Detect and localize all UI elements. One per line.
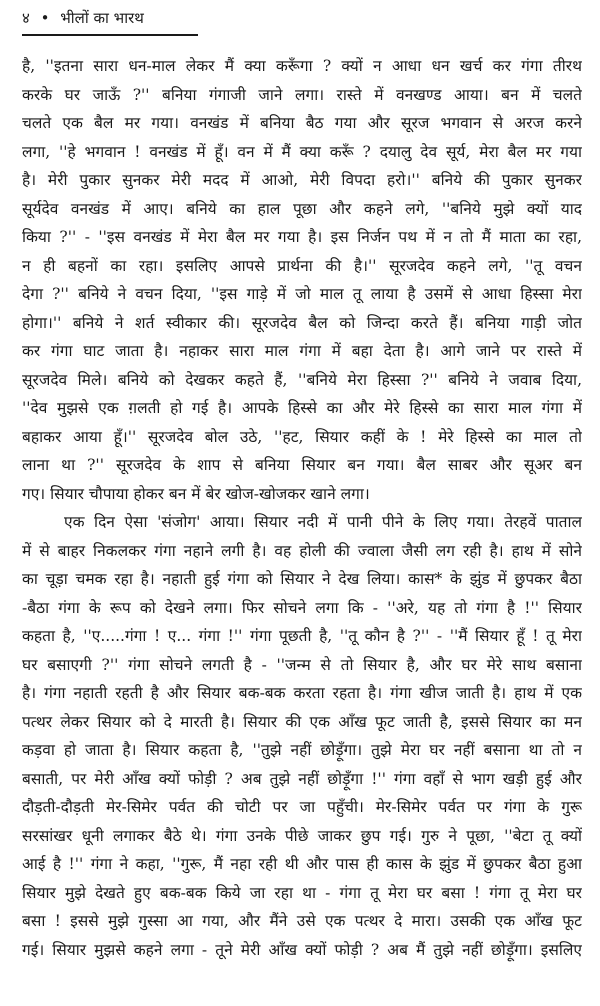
page-number: ४: [22, 9, 30, 27]
text-line: गए। सियार चौपाया होकर बन में बेर खोज-खोजकर खाने लगा।: [22, 484, 370, 503]
book-title: भीलों का भारथ: [60, 9, 144, 27]
text-line: कर गंगा घाट जाता है। नहाकर सारा माल गंगा में बहा देता है। आगे जाने पर रास्ते में: [22, 342, 582, 360]
text-line: है, ''इतना सारा धन-माल लेकर मैं क्या करूँगा ? क्यों न आधा धन खर्च कर गंगा तीरथ: [22, 57, 582, 75]
running-header: [22, 8, 144, 28]
paragraph-1: [22, 52, 582, 508]
text-line: एक दिन ऐसा 'संजोग' आया। सियार नदी में पानी पीने के लिए गया। तेरहवें पाताल: [64, 513, 582, 531]
text-line: दौड़ती-दौड़ती मेर-सिमेर पर्वत की चोटी पर जा पहुँची। मेर-सिमेर पर्वत पर गंगा के गुरू: [22, 798, 582, 816]
text-line: सूरजदेव मिले। बनिये को देखकर कहते हैं, ''बनिये मेरा हिस्सा ?'' बनिये ने जवाब दिया,: [22, 370, 582, 389]
text-line: बहाकर आया हूँ।'' सूरजदेव बोल उठे, ''हट, सियार कहीं के ! मेरे हिस्से का माल तो: [22, 427, 582, 446]
text-line: सूर्यदेव वनखंड में आए। बनिये का हाल पूछा और कहने लगे, ''बनिये मुझे क्यों याद: [22, 199, 582, 218]
text-line: है। मेरी पुकार सुनकर मेरी मदद में आओ, मेरी विपदा हरो।'' बनिये की पुकार सुनकर: [22, 171, 582, 189]
text-line: कड़वा हो जाता है। सियार कहता है, ''तुझे नहीं छोड़ूँगा। तुझे मेरा घर नहीं बसाना था तो न: [22, 741, 582, 759]
text-line: है। गंगा नहाती रहती है और सियार बक-बक करता रहता है। गंगा खीज जाती है। हाथ में एक: [22, 684, 582, 702]
header-rule: [22, 34, 198, 36]
text-line: में से बाहर निकलकर गंगा नहाने लगी है। वह होली की ज्वाला जैसी लग रही है। हाथ में सोने: [22, 541, 582, 560]
text-line: बसाती, पर मेरी आँख क्यों फोड़ी ? अब तुझे नहीं छोड़ूँगा !'' गंगा वहाँ से भाग खड़ी हुई और: [22, 769, 582, 788]
text-line: करके घर जाऊँ ?'' बनिया गंगाजी जाने लगा। रास्ते में वनखण्ड आया। बन में चलते: [22, 85, 582, 104]
text-line: का चूड़ा चमक रहा है। नहाती हुई गंगा को सियार ने देख लिया। कास* के झुंड में छुपकर बैठा: [22, 570, 582, 588]
text-line: देगा ?'' बनिये ने वचन दिया, ''इस गाड़े में जो माल तू लाया है उसमें से आधा हिस्सा मेरा: [22, 285, 582, 303]
text-line: लगा, ''हे भगवान ! वनखंड में हूँ। वन में मैं क्या करूँ ? दयालु देव सूर्य, मेरा बैल मर गया: [22, 142, 582, 161]
text-line: पत्थर लेकर सियार को दे मारती है। सियार की एक आँख फूट जाती है, इससे सियार का मन: [22, 712, 582, 731]
text-line: -बैठा गंगा के रूप को देखने लगा। फिर सोचने लगा कि - ''अरे, यह तो गंगा है !'' सियार: [22, 598, 582, 617]
text-line: सरसांखर धूनी लगाकर बैठे थे। गंगा उनके पीछे जाकर छुप गई। गुरु ने पूछा, ''बेटा तू क्यों: [22, 826, 582, 845]
text-line: सियार मुझे देखते हुए बक-बक किये जा रहा था - गंगा तू मेरा घर बसा ! गंगा तू मेरा घर: [22, 883, 582, 902]
text-line: होगा।'' बनिये ने शर्त स्वीकार की। सूरजदेव बैल को जिन्दा करते हैं। बनिया गाड़ी जोत: [22, 313, 582, 332]
text-line: घर बसाएगी ?'' गंगा सोचने लगती है - ''जन्म से तो सियार है, और घर मेरे साथ बसाना: [22, 655, 582, 674]
text-line: किया ?'' - ''इस वनखंड में मेरा बैल मर गया है। इस निर्जन पथ में न तो मैं माता का रहा,: [22, 228, 582, 246]
text-line: ''देव मुझसे एक ग़लती हो गई है। आपके हिस्से का और मेरे हिस्से का सारा माल गंगा में: [22, 399, 582, 417]
text-line: लाना था ?'' सूरजदेव के शाप से बनिया सियार बन गया। बैल साबर और सूअर बन: [22, 456, 582, 474]
text-line: चलते एक बैल मर गया। वनखंड में बनिया बैठ गया और सूरज भगवान से अरज करने: [22, 114, 582, 132]
text-line: बसा ! इससे मुझे गुस्सा आ गया, और मैंने उसे एक पत्थर दे मारा। उसकी एक आँख फूट: [22, 912, 582, 930]
page-body: [22, 52, 582, 964]
text-line: आई है !'' गंगा ने कहा, ''गुरू, मैं नहा रही थी और पास ही कास के झुंड में छुपकर बैठा हुआ: [22, 855, 582, 873]
text-line: कहता है, ''ए.....गंगा ! ए... गंगा !'' गंगा पूछती है, ''तू कौन है ?'' - ''मैं सियार हूँ ! तू मेरा: [22, 627, 582, 645]
text-line: न ही बहनों का रहा। इसलिए आपसे प्रार्थना की है।'' सूरजदेव कहने लगे, ''तू वचन: [22, 256, 582, 275]
paragraph-2: [22, 508, 582, 964]
text-line: गई। सियार मुझसे कहने लगा - तूने मेरी आँख क्यों फोड़ी ? अब मैं तुझे नहीं छोड़ूँगा। इसलिए: [22, 940, 582, 959]
header-separator: •: [40, 9, 50, 27]
